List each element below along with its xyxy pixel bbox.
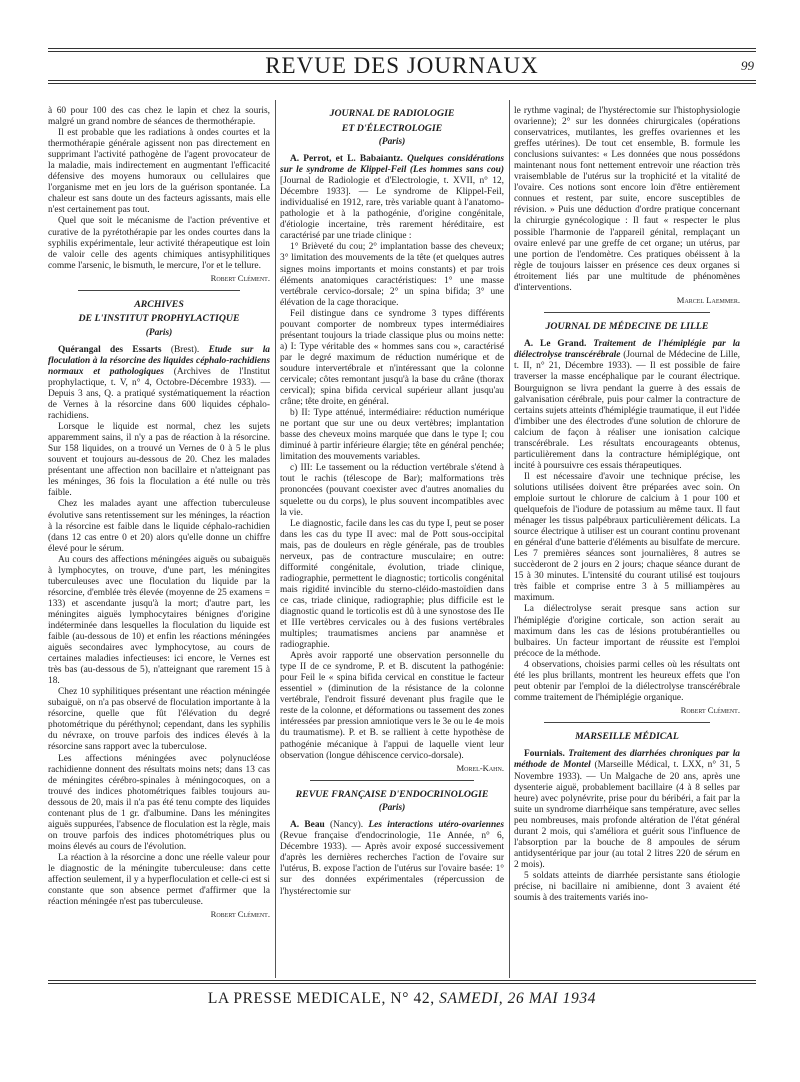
- footer-journal: LA PRESSE MEDICALE, N° 42,: [207, 990, 440, 1007]
- paragraph: Chez les malades ayant une affection tuberculeuse évolutive sans retentissement sur les méninges, la réaction à la résorcine est faible dans le liquide céphalo-rachidien (dans 12 cas entre 0 et 20) alors qu'elle donne un chiffre élevé pour le sérum.: [48, 499, 270, 554]
- column-1: [48, 106, 270, 924]
- header-rule: [48, 83, 756, 84]
- column-2: [280, 106, 504, 898]
- section-separator: [544, 312, 710, 313]
- paragraph: Quel que soit le mécanisme de l'action préventive et curative de la pyrétothérapie par les ondes courtes dans la syphilis expérimentale, leur activité thérapeutique est loin de valoir celle des agents chimiques antisyphilitiques comme l'arsenic, le bismuth, le mercure, l'or et le tellure.: [48, 216, 270, 271]
- paragraph: Le diagnostic, facile dans les cas du type I, peut se poser dans les cas du type II avec: mal de Pott sous-occipital mais, pas de douleurs en règle générale, pas de troubles nerveux, pas de contracture musculaire; en outre: difformité congénitale, évolution, triade clinique, radiographie, permettent le diagnostic; torticolis congénital mais rigidité invincible du sterno-cléido-mastoïdien dans ce cas, triade clinique, radiographie; plus difficile est le diagnostic quand le torticolis est dû à une synostose des IIe et IIIe vertèbres cervicales ou à des fusions vertébrales multiples; traumatismes anciens par anamnèse et radiographie.: [280, 518, 504, 651]
- paragraph: le rythme vaginal; de l'hystérectomie sur l'histophysiologie ovarienne); 2° sur les données chirurgicales (opérations conservatrices, mutilantes, les greffes ovariennes et les greffes utérines). De tout cet ensemble, B. formule les conclusions suivantes: « Les données que nous possédons maintenant nous font nettement entrevoir une réaction très vraisemblable de l'utérus sur la trophicité et la vitalité de l'ovaire. Ces notions sont encore loin d'être entièrement connues et restent, par suite, encore susceptibles de révision. » Puis une déduction d'ordre pratique concernant la chirurgie gynécologique : Il faut « respecter le plus possible l'harmonie de l'appareil génital, remplaçant un ovaire enlevé par une greffe de cet organe; un utérus, par une portion de l'endomètre. Ces pratiques obéissent à la règle de toujours laisser en présence ces deux organes si étroitement liés par une multitude de phénomènes d'interventions.: [514, 106, 740, 293]
- footer-rule: [48, 983, 756, 984]
- header-rule: [48, 51, 756, 52]
- section-title: JOURNAL DE MÉDECINE DE LILLE: [545, 320, 709, 332]
- paragraph: Il est nécessaire d'avoir une technique précise, les solutions utilisées doivent être préparées avec soin. On emploie surtout le chlorure de calcium à 1 pour 100 et quelquefois de l'iodure de potassium au même taux. Il faut ménager les tissus palpébraux particulièrement délicats. La source électrique à utiliser est un courant continu provenant en général d'une batterie d'éléments au bisulfate de mercure. Les 7 premières séances sont journalières, 8 autres se succèderont de 2 jours en 2 jours; chaque séance durant de 15 à 30 minutes. L'intensité du courant utilisé est toujours très faible et comprise entre 3 à 5 milliampères au maximum.: [514, 471, 740, 604]
- page-header: [48, 42, 756, 84]
- paragraph: Au cours des affections méningées aiguës ou subaiguës à lymphocytes, on trouve, d'une part, les méningites tuberculeuses avec une floculation du liquide par la résorcine, d'emblée très élevée (moyenne de 25 examens = 133) et ascendante jusqu'à la mort; d'autre part, les méningites aiguës lymphocytaires bénignes d'origine indéterminée dans lesquelles la floculation du liquide est faible (au-dessous de 10) et enfin les réactions méningées aiguës secondaires avec lymphocytose, au cours de certaines maladies infectieuses: ici encore, le Vernes est très bas (au-dessous de 5), n'atteignant que rarement 15 à 18.: [48, 554, 270, 687]
- section-separator: [310, 780, 474, 781]
- section-title: ARCHIVES: [134, 298, 184, 310]
- article-place: (Nancy).: [324, 820, 369, 831]
- paragraph: Il est probable que les radiations à ondes courtes et la thermothérapie générale agissent non pas directement en supprimant l'activité pathogène de l'agent provocateur de la maladie, mais indirectement en augmentant l'efficacité défensive des moyens humoraux ou cellulaires que l'organisme met en jeu lors de la guérison spontanée. La chaleur est sans doute un des facteurs agissants, mais elle n'est certainement pas tout.: [48, 128, 270, 216]
- paragraph: c) III: Le tassement ou la réduction vertébrale s'étend à tout le rachis (télescope de Bar); malformations très prononcées (pouvant coexister avec d'autres anomalies du squelette ou du corps), le plus souvent incompatibles avec la vie.: [280, 463, 504, 518]
- article-intro: [514, 749, 740, 871]
- signature: Robert Clément.: [210, 272, 270, 283]
- section-separator: [78, 290, 240, 291]
- article-intro: [280, 820, 504, 897]
- header-rule: [48, 80, 756, 81]
- paragraph: Chez 10 syphilitiques présentant une réaction méningée subaiguë, on n'a pas observé de floculation importante à la résorcine, quelle que fût l'élévation du degré photométrique du péréthynol; cependant, dans les syphilis du névraxe, on trouve parfois des indices élevés à la résorcine sans rapport avec la tuberculose.: [48, 687, 270, 753]
- page-number: 99: [741, 58, 754, 73]
- column-divider: [509, 100, 510, 978]
- article-title: Quelques considérations sur le syndrome de Klippel-Feil (Les hommes sans cou): [280, 154, 504, 176]
- signature: Robert Clément.: [680, 704, 740, 715]
- signature: Morel-Kahn.: [456, 762, 504, 773]
- section-title: MARSEILLE MÉDICAL: [575, 730, 679, 742]
- journal-title: REVUE DES JOURNAUX: [265, 53, 539, 78]
- article-intro: [514, 339, 740, 472]
- paragraph: Lorsque le liquide est normal, chez les sujets apparemment sains, il n'y a pas de réaction à la résorcine. Sur 158 liquides, on a trouvé un Vernes de 0 à 5 le plus souvent et toujours au-dessous de 20. Chez les malades présentant une affection non bacillaire et n'atteignant pas les méninges, 36 fois la floculation a été nulle ou très faible.: [48, 422, 270, 499]
- paragraph: 4 observations, choisies parmi celles où les résultats ont été les plus brillants, montrent les heureux effets que l'on peut obtenir par l'emploi de la diélectrolyse transcérébrale comme traitement de l'hémiplégie organique.: [514, 659, 740, 703]
- column-3: [514, 106, 740, 904]
- section-title: REVUE FRANÇAISE D'ENDOCRINOLOGIE: [295, 788, 489, 800]
- article-author: A. Le Grand.: [524, 339, 587, 350]
- article-intro: [48, 345, 270, 422]
- paragraph: Après avoir rapporté une observation personnelle du type II de ce syndrome, P. et B. discutent la pathogénie: pour Feil le « spina bifida cervical en constitue le facteur essentiel » (diminution de la résistance de la colonne vertébrale, l'endroit fissuré devenant plus fragile que le reste de la colonne, et déformations ou tassement des zones intéressées par pression amniotique vers le 3e ou le 4e mois du traumatisme). P. et B. se rallient à cette hypothèse de pathogénie mécanique à l'appui de laquelle vient leur observation (longue déhiscence cervico-dorsale).: [280, 651, 504, 761]
- footer-text: [48, 990, 756, 1008]
- page-footer: [48, 980, 756, 1020]
- article-title: Etude sur la floculation à la résorcine des liquides céphalo-rachidiens normaux et pathologiques: [48, 344, 270, 377]
- article-reference: (Archives de l'Institut prophylactique, t. V, n° 4, Octobre-Décembre 1933). — Depuis 3 ans, Q. a pratiqué systématiquement la réaction de Vernes à la résorcine dans 600 liquides céphalo-rachidiens.: [48, 366, 271, 422]
- article-intro: [280, 154, 504, 242]
- article-title: Les interactions utéro-ovariennes: [368, 820, 504, 831]
- section-city: (Paris): [378, 137, 406, 147]
- article-author: A. Perrot, et L. Babaiantz.: [290, 154, 403, 165]
- section-title: ET D'ÉLECTROLOGIE: [341, 122, 443, 134]
- section-separator: [544, 722, 710, 723]
- section-title: JOURNAL DE RADIOLOGIE: [329, 108, 455, 119]
- paragraph: La réaction à la résorcine a donc une réelle valeur pour le diagnostic de la méningite tuberculeuse: dans cette affection seulement, il y a hyperfloculation et celle-ci est si constante que son absence permet d'affirmer que la réaction méningée n'est pas tuberculeuse.: [48, 852, 270, 908]
- paragraph: Les affections méningées avec polynucléose rachidienne donnent des résultats moins nets; dans 13 cas de méningites cérébro-spinales à méningocoques, on a trouvé des indices photométriques faibles toujours au-dessous de 20, mais il n'a pas été tenu compte des liquides contenant plus de 1 gr. d'albumine. Dans les méningites aiguës suppurées, l'absence de floculation est la règle, mais on trouve parfois des indices photométriques plus ou moins élevés au cours de l'évolution.: [48, 753, 270, 852]
- signature: Marcel Laemmer.: [676, 294, 740, 305]
- article-reference: [Journal de Radiologie et d'Electrologie, t. XVII, n° 12, Décembre 1933]. — Le syndrome de Klippel-Feil, individualisé en 1912, rare, très variable quant à l'anatomo-pathologie et à la pathogénie, d'origine congénitale, d'étiologie incertaine, très rarement héréditaire, est caractérisé par une triade clinique :: [280, 176, 504, 242]
- header-rule: [48, 48, 756, 49]
- article-reference: (Journal de Médecine de Lille, t. II, n° 21, Décembre 1933). — Il est possible de faire traverser la masse encéphalique par le courant électrique. Bourguignon se livra pendant la guerre à des essais de galvanisation cérébrale, puis pour calmer la contracture de certains sujets atteints d'hémiplégie traumatique, il eut l'idée d'imbiber une des électrodes d'une solution de chlorure de calcium de façon à réaliser une ionisation calcique transcérébrale. Les résultats encourageants obtenus, particulièrement dans la contracture hémiplégique, ont incité à poursuivre ces essais thérapeutiques.: [514, 350, 740, 471]
- section-city: (Paris): [145, 327, 173, 338]
- paragraph: b) II: Type atténué, intermédiaire: réduction numérique ne portant que sur une ou deux vertèbres; implantation basse des cheveux moins marquée que dans le type I; cou diminué à partir inférieure élargie; tête en général penchée; limitation des mouvements variables.: [280, 408, 504, 463]
- article-title: Traitement de l'hémiplégie par la diélectrolyse transcérébrale: [514, 339, 740, 361]
- article-author: A. Beau: [290, 820, 325, 831]
- article-author: Fournials.: [524, 749, 565, 760]
- signature: Robert Clément.: [210, 909, 270, 920]
- paragraph: à 60 pour 100 des cas chez le lapin et chez la souris, malgré un grand nombre de séances de thermothérapie.: [48, 106, 270, 128]
- paragraph: 5 soldats atteints de diarrhée persistante sans étiologie précise, ni bacillaire ni amibienne, dont 3 avaient été soumis à des traitements variés ino-: [514, 870, 740, 904]
- article-place: (Brest).: [161, 344, 209, 355]
- paragraph: La diélectrolyse serait presque sans action sur l'hémiplégie d'origine corticale, son action serait au maximum dans les cas de lésions protubérantielles ou bulbaires. Un facteur important de réussite est l'emploi précoce de la méthode.: [514, 604, 740, 659]
- column-divider: [275, 100, 276, 978]
- section-city: (Paris): [378, 803, 406, 814]
- article-reference: (Marseille Médical, t. LXX, n° 31, 5 Novembre 1933). — Un Malgache de 20 ans, après une dysenterie aiguë, probablement bacillaire (4 à 8 selles par heure) avec polynévrite, prise pour du béribéri, a fait par la suite un syndrome diarrhéique sans température, avec selles peu nombreuses, mais profonde altération de l'état général durant 2 mois, qui s'améliora et guérit sous l'influence de l'absorption par la bouche de 8 ampoules de sérum antidysentérique par jour (au total 2 litres 220 de sérum en 2 mois).: [514, 760, 740, 870]
- footer-date: SAMEDI, 26 MAI 1934: [439, 990, 597, 1007]
- article-author: Quérangal des Essarts: [58, 344, 162, 355]
- paragraph: Feil distingue dans ce syndrome 3 types différents pouvant comporter de nombreux types intermédiaires présentant toujours la triade classique plus ou moins nette: a) I: Type véritable des « hommes sans cou », caractérisé par le degré maximum de réduction numérique et de soudure intervertébrale et n'intéressant que la colonne cervicale; côtes remontant jusqu'à la base du crâne (thorax cervical); spina bifida cervical supérieur allant jusqu'au crâne; tête droite, en général.: [280, 308, 504, 408]
- paragraph: 1° Brièveté du cou; 2° implantation basse des cheveux; 3° limitation des mouvements de la tête (et quelques autres signes moins importants et moins constants) et par trois éléments anatomiques caractéristiques: 1° une masse vertébrale cervico-dorsale; 2° un spina bifida; 3° une élévation de la cage thoracique.: [280, 242, 504, 308]
- article-reference: (Revue française d'endocrinologie, 11e Année, n° 6, Décembre 1933). — Après avoir exposé successivement d'après les dernières recherches l'action de l'ovaire sur l'utérus, B. expose l'action de l'utérus sur l'ovaire basée: 1° sur des données expérimentales (répercussion de l'hystérectomie sur: [280, 831, 504, 897]
- section-title: DE L'INSTITUT PROPHYLACTIQUE: [78, 313, 240, 325]
- footer-rule: [48, 980, 756, 981]
- article-title: Traitement des diarrhées chroniques par la méthode de Montel: [514, 749, 740, 771]
